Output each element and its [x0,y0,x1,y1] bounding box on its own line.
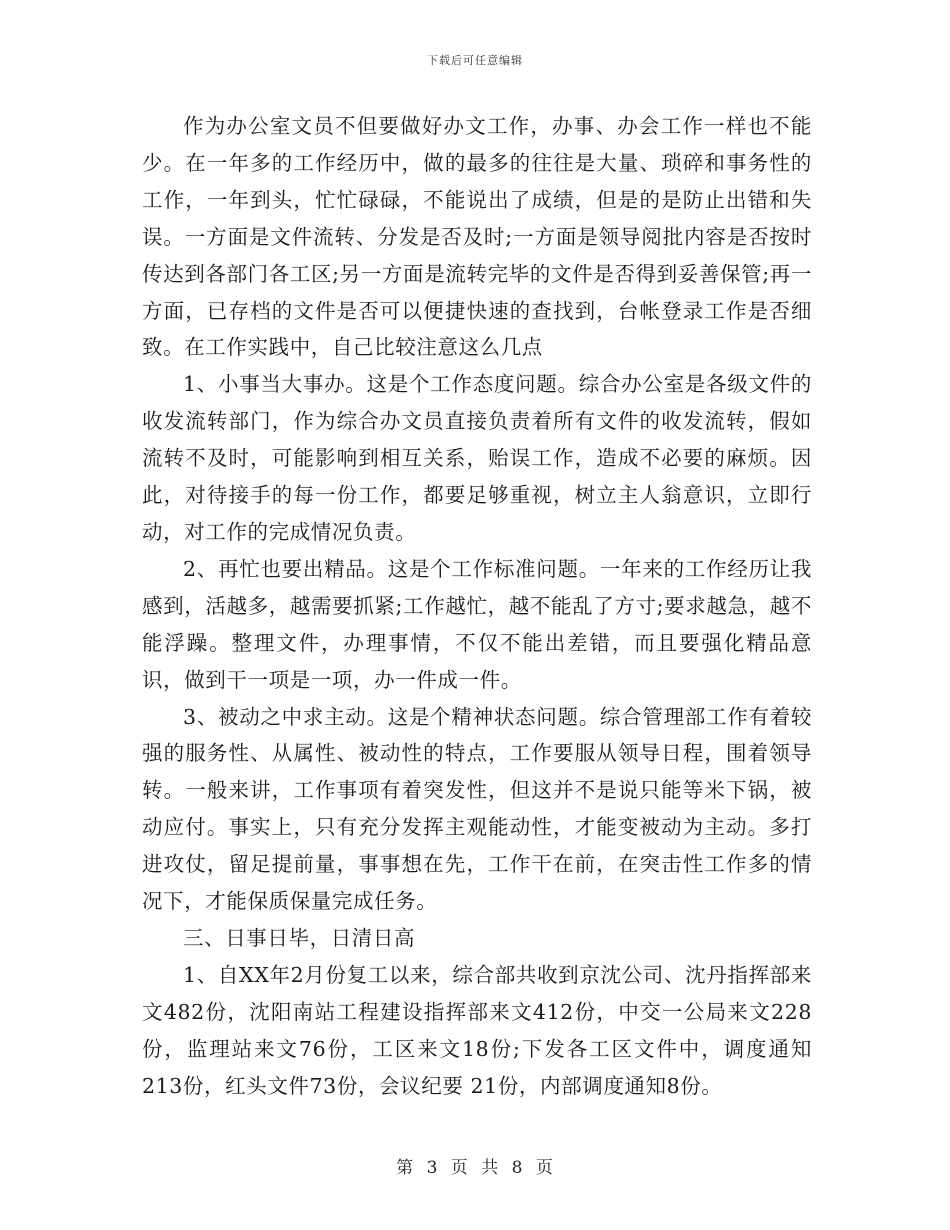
paragraph-intro: 作为办公室文员不但要做好办文工作，办事、办会工作一样也不能少。在一年多的工作经历中，做的最多的往往是大量、琐碎和事务性的工作，一年到头，忙忙碌碌，不能说出了成绩，但是的是防止出错和失误。一方面是文件流转、分发是否及时;一方面是领导阅批内容是否按时传达到各部门各工区;另一方面是流转完毕的文件是否得到妥善保管;再一方面，已存档的文件是否可以便捷快速的查找到，台帐登录工作是否细致。在工作实践中，自己比较注意这么几点 [142,114,812,360]
paragraph-point-2: 2、再忙也要出精品。这是个工作标准问题。一年来的工作经历让我感到，活越多，越需要抓紧;工作越忙，越不能乱了方寸;要求越急，越不能浮躁。整理文件，办理事情，不仅不能出差错，而且要强化精品意识，做到干一项是一项，办一件成一件。 [142,556,812,692]
section-heading: 三、日事日毕，日清日高 [183,925,416,950]
document-body [142,108,812,1104]
paragraph-point-1: 1、小事当大事办。这是个工作态度问题。综合办公室是各级文件的收发流转部门，作为综合办文员直接负责着所有文件的收发流转，假如流转不及时，可能影响到相互关系，贻误工作，造成不必要的麻烦。因此，对待接手的每一份工作，都要足够重视，树立主人翁意识，立即行动，对工作的完成情况负责。 [142,372,812,544]
page-number-footer: 第 3 页 共 8 页 [396,1158,554,1178]
paragraph-point-3: 3、被动之中求主动。这是个精神状态问题。综合管理部工作有着较强的服务性、从属性、被动性的特点，工作要服从领导日程，围着领导转。一般来讲，工作事项有着突发性，但这并不是说只能等米下锅，被动应付。事实上，只有充分发挥主观能动性，才能变被动为主动。多打进攻仗，留足提前量，事事想在先，工作干在前，在突击性工作多的情况下，才能保质保量完成任务。 [142,704,812,914]
page-header: 下载后可任意编辑 [427,54,523,67]
paragraph-statistics: 1、自XX年2月份复工以来，综合部共收到京沈公司、沈丹指挥部来文482份，沈阳南站工程建设指挥部来文412份，中交一公局来文228份，监理站来文76份，工区来文18份;下发各工区文件中，调度通知213份，红头文件73份，会议纪要 21份，内部调度通知8份。 [142,962,812,1098]
